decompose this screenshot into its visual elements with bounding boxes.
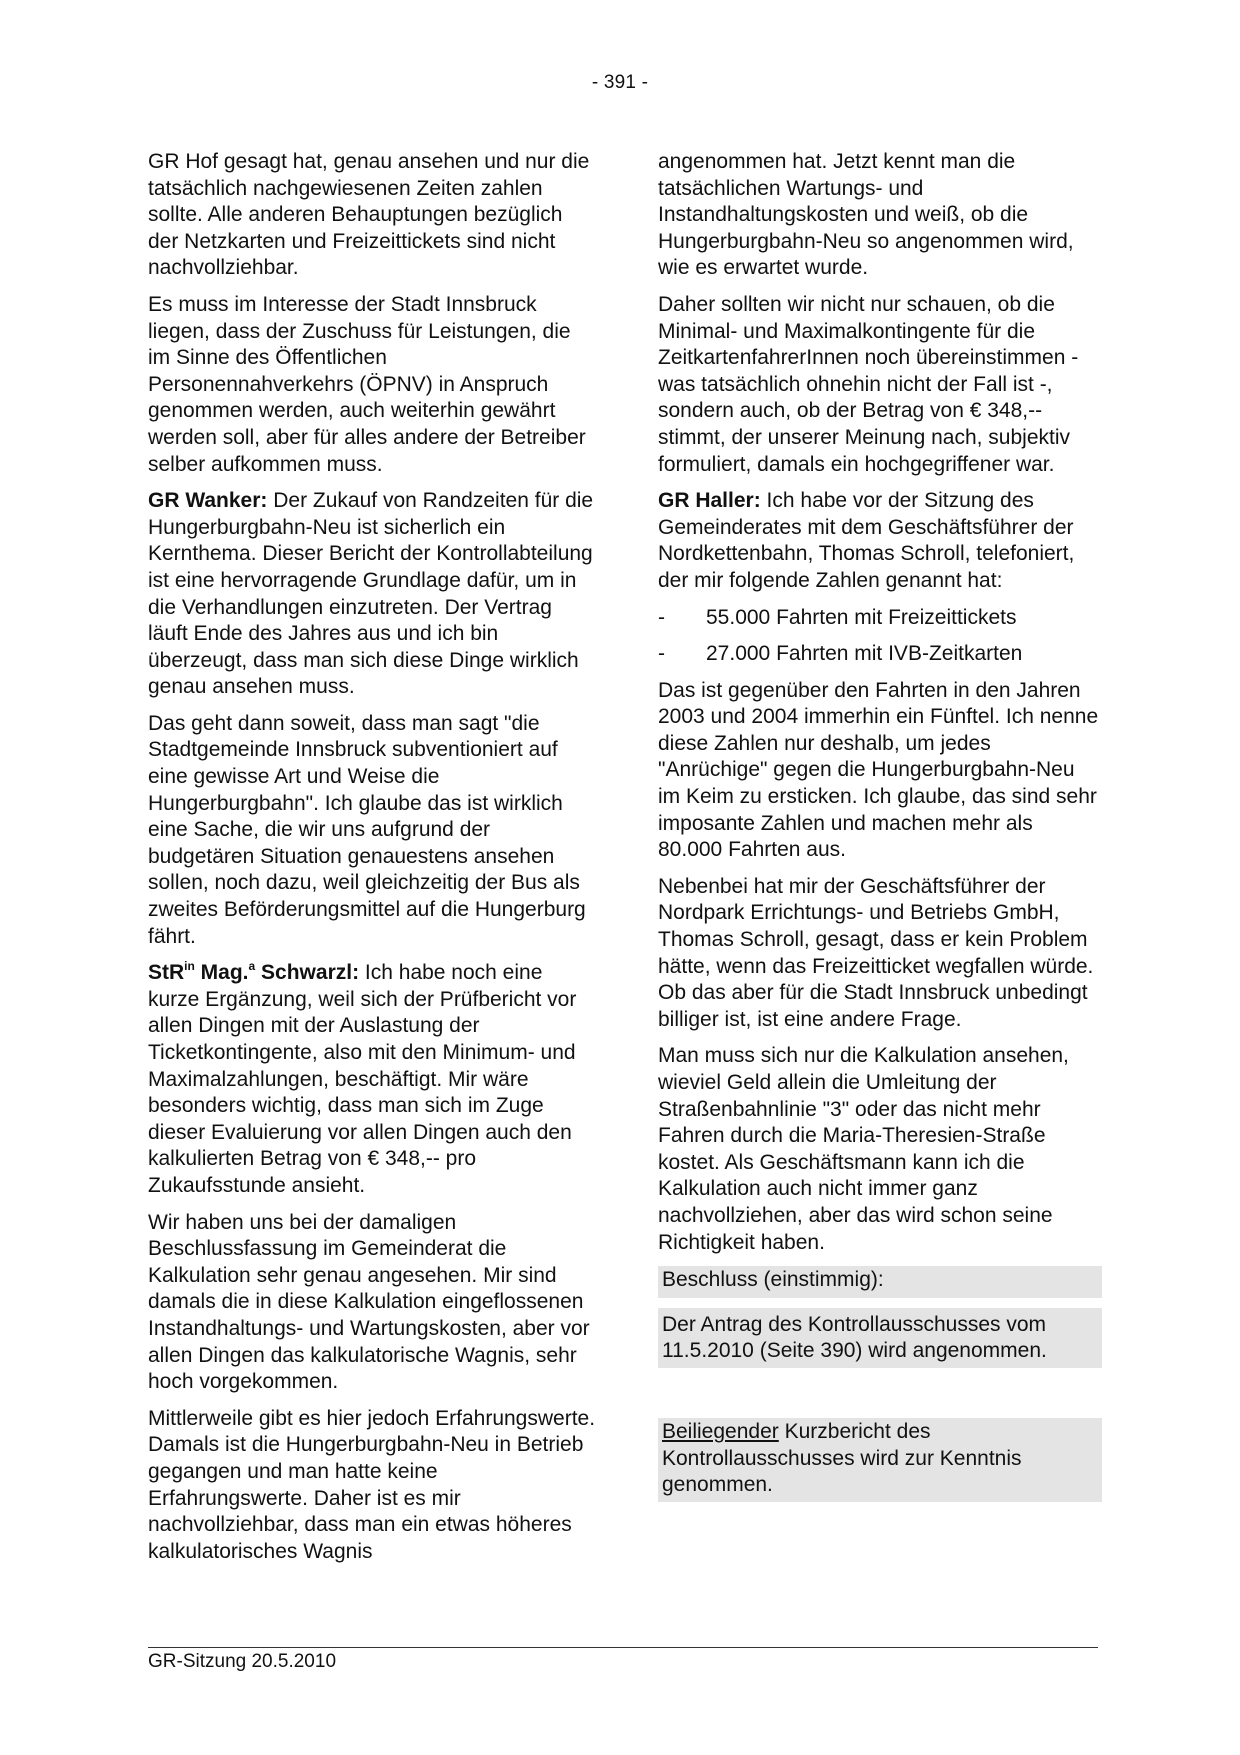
resolution-text: Der Antrag des Kontrollausschusses vom 11.5.2010 (Seite 390) wird angenommen. xyxy=(658,1308,1102,1368)
speaker-name: GR Wanker: xyxy=(148,489,268,513)
left-column xyxy=(148,149,596,1575)
paragraph: Man muss sich nur die Kalkulation ansehen, wieviel Geld allein die Umleitung der Straßenbahnlinie "3" oder das nicht mehr Fahren durch die Maria-Theresien-Straße kostet. Als Geschäftsmann kann ich die Kalkulation auch nicht immer ganz nachvollziehen, aber das wird schon seine Richtigkeit haben. xyxy=(658,1044,1069,1254)
paragraph: Das ist gegenüber den Fahrten in den Jahren 2003 und 2004 immerhin ein Fünftel. Ich nenne diese Zahlen nur deshalb, um jedes "Anrüchige" gegen die Hungerburgbahn-Neu im Keim zu ersticken. Ich glaube, das sind sehr imposante Zahlen und machen mehr als 80.000 Fahrten aus. xyxy=(658,678,1099,862)
paragraph: angenommen hat. Jetzt kennt man die tatsächlichen Wartungs- und Instandhaltungskosten und weiß, ob die Hungerburgbahn-Neu so angenommen wird, wie es erwartet wurde. xyxy=(658,150,1074,280)
speech-text: Ich habe vor der Sitzung des Gemeinderates mit dem Geschäftsführer der Nordkettenbahn, Thomas Schroll, telefoniert, der mir folgende Zahlen genannt hat: xyxy=(658,489,1075,592)
paragraph: Daher sollten wir nicht nur schauen, ob die Minimal- und Maximalkontingente für die ZeitkartenfahrerInnen noch übereinstimmen - was tatsächlich ohnehin nicht der Fall ist -, sondern auch, ob der Betrag von € 348,-- stimmt, der unserer Meinung nach, subjektiv formuliert, damals ein hochgegriffener war. xyxy=(658,292,1079,476)
paragraph-wanker xyxy=(148,488,596,701)
right-column xyxy=(658,149,1102,1512)
speech-text: Der Zukauf von Randzeiten für die Hungerburgbahn-Neu ist sicherlich ein Kernthema. Dieser Bericht der Kontrollabteilung ist eine hervorragende Grundlage dafür, um in die Verhandlungen einzutreten. Der Vertrag läuft Ende des Jahres aus und ich bin überzeugt, dass man sich diese Dinge wirklich genau ansehen muss. xyxy=(148,489,594,699)
list-item xyxy=(658,641,1102,668)
bullet-dash: - xyxy=(658,642,665,666)
paragraph: Das geht dann soweit, dass man sagt "die Stadtgemeinde Innsbruck subventioniert auf eine gewisse Art und Weise die Hungerburgbahn". Ich glaube das ist wirklich eine Sache, die wir uns aufgrund der budgetären Situation genauestens ansehen sollen, noch dazu, weil gleichzeitig der Bus als zweites Beförderungsmittel auf die Hungerburg fährt. xyxy=(148,711,586,948)
paragraph: Mittlerweile gibt es hier jedoch Erfahrungswerte. Damals ist die Hungerburgbahn-Neu in Betrieb gegangen und man hatte keine Erfahrungswerte. Daher ist es mir nachvollziehbar, dass man ein etwas höheres kalkulatorisches Wagnis xyxy=(148,1406,596,1563)
attachment-note xyxy=(658,1418,1102,1502)
paragraph-haller xyxy=(658,488,1102,594)
speaker-title: StR xyxy=(148,961,185,985)
speaker-degree: Mag. xyxy=(194,961,249,985)
footer-divider xyxy=(148,1647,1098,1648)
list-item-text: 27.000 Fahrten mit IVB-Zeitkarten xyxy=(706,642,1023,666)
list-item-text: 55.000 Fahrten mit Freizeittickets xyxy=(706,605,1017,629)
speech-text: Ich habe noch eine kurze Ergänzung, weil sich der Prüfbericht vor allen Dingen mit der Auslastung der Ticketkontingente, also mit den Minimum- und Maximalzahlungen, beschäftigt. Mir wäre besonders wichtig, dass man sich im Zuge dieser Evaluierung vor allen Dingen auch den kalkulierten Betrag von € 348,-- pro Zukaufsstunde ansieht. xyxy=(148,961,577,1197)
attachment-note-underlined: Beiliegender xyxy=(662,1419,779,1443)
bullet-dash: - xyxy=(658,605,665,629)
speaker-surname: Schwarzl: xyxy=(255,961,360,985)
paragraph: Wir haben uns bei der damaligen Beschlussfassung im Gemeinderat die Kalkulation sehr genau angesehen. Mir sind damals die in diese Kalkulation eingeflossenen Instandhaltungs- und Wartungskosten, aber vor allen Dingen das kalkulatorische Wagnis, sehr hoch vorgekommen. xyxy=(148,1210,590,1394)
resolution-title: Beschluss (einstimmig): xyxy=(658,1266,1102,1298)
paragraph-schwarzl xyxy=(148,960,596,1199)
speaker-title-sup: in xyxy=(184,959,195,974)
paragraph: Nebenbei hat mir der Geschäftsführer der Nordpark Errichtungs- und Betriebs GmbH, Thomas Schroll, gesagt, dass er kein Problem hätte, wenn das Freizeitticket wegfallen würde. Ob das aber für die Stadt Innsbruck unbedingt billiger ist, ist eine andere Frage. xyxy=(658,874,1094,1031)
footer-text: GR-Sitzung 20.5.2010 xyxy=(148,1651,337,1672)
list-item xyxy=(658,605,1102,632)
speaker-degree-sup: a xyxy=(248,959,256,974)
attachment-note-text: Kurzbericht des Kontrollausschusses wird zur Kenntnis genommen. xyxy=(662,1419,1022,1497)
speaker-name: GR Haller: xyxy=(658,489,761,513)
page-number: - 391 - xyxy=(591,72,649,93)
speaker-name xyxy=(148,961,359,984)
paragraph: Es muss im Interesse der Stadt Innsbruck liegen, dass der Zuschuss für Leistungen, die im Sinne des Öffentlichen Personennahverkehrs (ÖPNV) in Anspruch genommen werden, auch weiterhin gewährt werden soll, aber für alles andere der Betreiber selber aufkommen muss. xyxy=(148,292,586,476)
paragraph: GR Hof gesagt hat, genau ansehen und nur die tatsächlich nachgewiesenen Zeiten zahlen sollte. Alle anderen Behauptungen bezüglich der Netzkarten und Freizeittickets sind nicht nachvollziehbar. xyxy=(148,150,590,280)
